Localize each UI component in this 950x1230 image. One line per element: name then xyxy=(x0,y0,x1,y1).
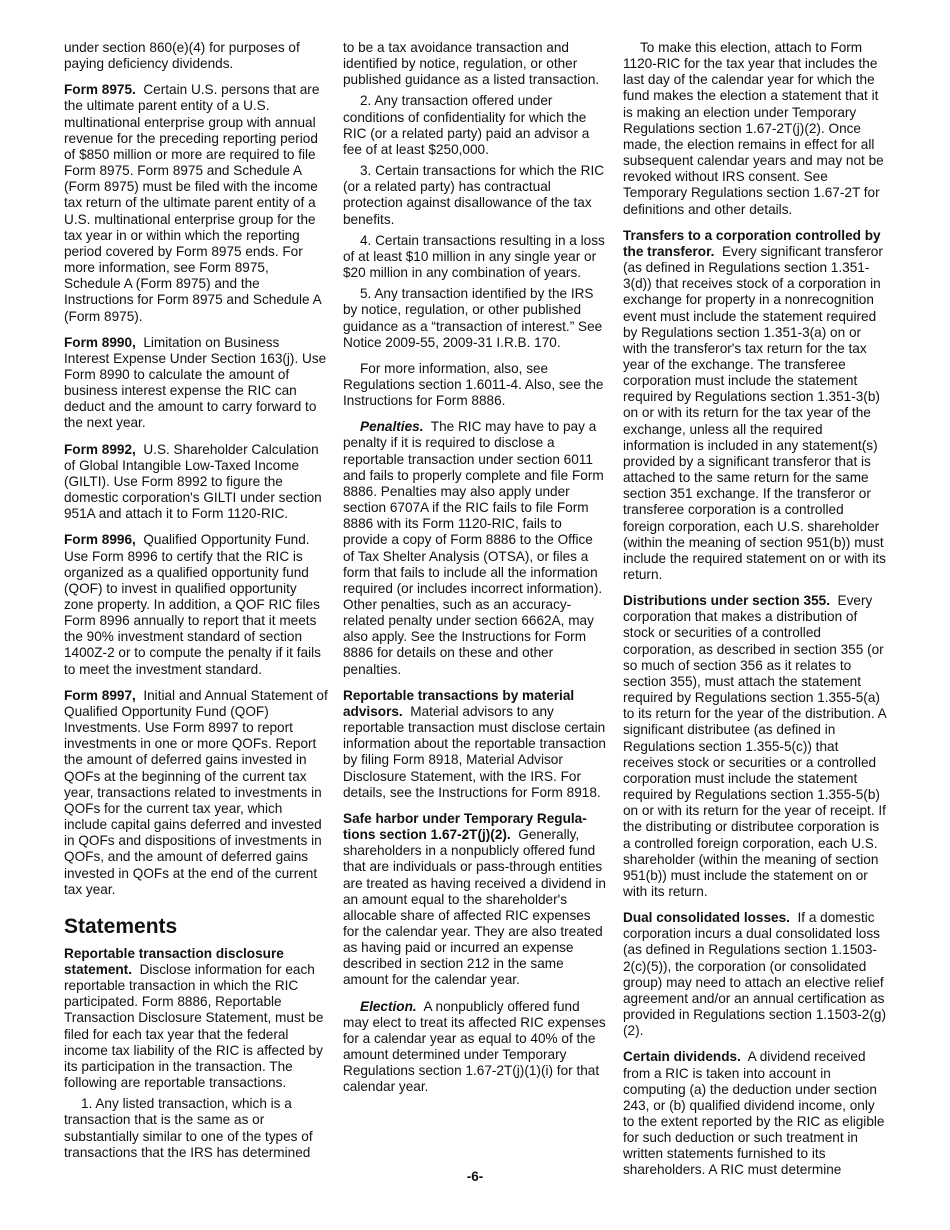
form-8996-heading: Form 8996, xyxy=(64,532,136,548)
paragraph: to be a tax avoidance transaction and identified by notice, regulation, or other published guidance as a listed transaction. xyxy=(343,40,600,88)
list-item-5: 5. Any transaction identified by the IRS by notice, regulation, or other published guidance as a “transaction of interest.” See Notice 2009-55, 2009-31 I.R.B. 170. xyxy=(343,286,603,350)
certain-dividends-paragraph: Certain dividends. A dividend received from a RIC is taken into account in computing (a) the deduction under section 243, or (b) qualified dividend income, only to the extent reported by the RIC as eligible for such deduction or such treatment in written statements furnished to its shareholders. A RIC must determine xyxy=(623,1049,885,1178)
list-item-4: 4. Certain transactions resulting in a loss of at least $10 million in any single year or $20 million in any combination of years. xyxy=(343,232,605,281)
page-number: -6- xyxy=(466,1169,484,1184)
paragraph: under section 860(e)(4) for purposes of paying deficiency dividends. xyxy=(64,40,300,72)
list-item-1: 1. Any listed transaction, which is a transaction that is the same as or substantially similar to one of the types of transactions that the IRS has determined xyxy=(64,1096,313,1160)
material-advisors-paragraph: Reportable transactions by material advisors. Material advisors to any reportable transaction must disclose certain information about the reportable transaction by filing Form 8918, Material Advisor Disclosure Statement, with the IRS. For details, see the Instructions for Form 8918. xyxy=(343,687,606,800)
reportable-transaction-heading: Reportable transaction disclosure statement. xyxy=(64,945,284,977)
form-8990-heading: Form 8990, xyxy=(64,334,136,350)
transfers-paragraph: Transfers to a corporation controlled by the transferor. Every significant transferor (as defined in Regulations section 1.351-3(d)) that receives stock of a corporation in exchange for property in a nonrecognition event must include the statement required by Regulations section 1.351-3(a) on or with the transferor's tax return for the tax year of the exchange. The transferee corporation must include the statement required by Regulations section 1.351-3(b) on or with its return for the tax year of the exchange, unless all the required information is included in any statement(s) provided by a significant transferor that is attached to the same return for the same section 351 exchange. If the transferor or transferee corporation is a controlled foreign corporation, each U.S. shareholder (within the meaning of section 951(b)) must include the required statement on or with its return. xyxy=(623,227,886,582)
reportable-transaction-paragraph: Reportable transaction disclosure statement. Disclose information for each reportable transaction in which the RIC participated. Form 8886, Reportable Transaction Disclosure Statement, must be filed for each tax year that the federal income tax liability of the RIC is affected by its participation in the transaction. The following are reportable transactions. xyxy=(64,945,324,1091)
penalties-paragraph: Penalties. The RIC may have to pay a penalty if it is required to disclose a reportable transaction under section 6011 and fails to properly complete and file Form 8886. Penalties may also apply under section 6707A if the RIC fails to file Form 8886 with its Form 1120-RIC, fails to provide a copy of Form 8886 to the Office of Tax Shelter Analysis (OTSA), or files a form that fails to include all the information required (or includes incorrect information). Other penalties, such as an accuracy-related penalty under section 6662A, may also apply. See the Instructions for Form 8886 for details on these and other penalties. xyxy=(343,419,604,677)
list-item-3: 3. Certain transactions for which the RIC (or a related party) has contractual protection against disallowance of the tax benefits. xyxy=(343,163,605,227)
penalties-heading: Penalties. xyxy=(360,419,424,435)
paragraph: To make this election, attach to Form 1120-RIC for the tax year that includes the last day of the calendar year for which the fund makes the election a statement that it is making an election under Temporary Regulations section 1.67-2T(j)(2). Once made, the election remains in effect for all subsequent calendar years and may not be revoked without IRS consent. See Temporary Regulations section 1.67-2T for definitions and other details. xyxy=(623,40,884,217)
form-8992-paragraph: Form 8992, U.S. Shareholder Calculation of Global Intangible Low-Taxed Income (GILTI). Use Form 8992 to figure the domestic corporation's GILTI under section 951A and attach it to Form 1120-RIC. xyxy=(64,441,322,522)
form-8996-paragraph: Form 8996, Qualified Opportunity Fund. Use Form 8996 to certify that the RIC is organized as a qualified opportunity fund (QOF) to invest in qualified opportunity zone property. In addition, a QOF RIC files Form 8996 annually to report that it meets the 90% investment standard of section 1400Z-2 or to compute the penalty if it fails to meet the investment standard. xyxy=(64,532,321,677)
form-8990-paragraph: Form 8990, Limitation on Business Interest Expense Under Section 163(j). Use Form 8990 to calculate the amount of business interest expense the RIC can deduct and the amount to carry forward to the next year. xyxy=(64,334,327,431)
distributions-paragraph: Distributions under section 355. Every corporation that makes a distribution of stock or securities of a controlled corporation, as described in section 355 (or so much of section 356 as it relates to section 355), must attach the statement required by Regulations section 1.355-5(a) to its return for the year of the distribution. A significant distributee (as defined in Regulations section 1.355-5(c)) that receives stock or securities or a controlled corporation must include the statement required by Regulations section 1.355-5(b) on or with its return for the year of receipt. If the distributing or distributee corporation is a controlled foreign corporation, each U.S. shareholder (within the meaning of section 951(b)) must include the statement on or with its return. xyxy=(623,593,886,899)
form-8992-heading: Form 8992, xyxy=(64,441,136,457)
list-item-2: 2. Any transaction offered under conditions of confidentiality for which the RIC (or a related party) paid an advisor a fee of at least $250,000. xyxy=(343,93,590,157)
transfers-heading: Transfers to a corporation controlled by the transferor. xyxy=(623,227,881,259)
form-8997-heading: Form 8997, xyxy=(64,687,136,703)
dual-losses-heading: Dual consolidated losses. xyxy=(623,910,790,926)
distributions-heading: Distributions under section 355. xyxy=(623,593,830,609)
form-8975-paragraph: Form 8975. Certain U.S. persons that are the ultimate parent entity of a U.S. multinational enterprise group with annual revenue for the preceding reporting period of $850 million or more are required to file Form 8975. Form 8975 and Schedule A (Form 8975) must be filed with the income tax return of the ultimate parent entity of a U.S. multinational enterprise group for the tax year in or within which the reporting period covered by Form 8975 ends. For more information, see Form 8975, Schedule A (Form 8975) and the Instructions for Form 8975 and Schedule A (Form 8975). xyxy=(64,82,321,324)
election-heading: Election. xyxy=(360,998,417,1014)
material-advisors-heading: Reportable transactions by material advisors. xyxy=(343,687,575,719)
safe-harbor-paragraph: Safe harbor under Temporary Regula-tions section 1.67-2T(j)(2). Generally, shareholders in a nonpublicly offered fund that are individuals or pass-through entities are treated as having received a dividend in an amount equal to the shareholder's allocable share of affected RIC expenses for the calendar year. They are also treated as having paid or incurred an expense described in section 212 in the same amount for the calendar year. xyxy=(343,810,606,988)
statements-heading: Statements xyxy=(64,914,178,938)
form-8997-paragraph: Form 8997, Initial and Annual Statement of Qualified Opportunity Fund (QOF) Investments. Use Form 8997 to report investments in one or more QOFs. Report the amount of deferred gains invested in QOFs at the beginning of the current tax year, transactions related to investments in QOFs for the current tax year, which include capital gains deferred and invested in QOFs and dispositions of investments in QOFs, and the amount of deferred gains invested in QOFs at the end of the current tax year. xyxy=(64,687,328,897)
election-paragraph: Election. A nonpublicly offered fund may elect to treat its affected RIC expenses for a calendar year as equal to 40% of the amount determined under Temporary Regulations section 1.67-2T(j)(1)(i) for that calendar year. xyxy=(343,998,606,1095)
more-info-paragraph: For more information, also, see Regulations section 1.6011-4. Also, see the Instructions for Form 8886. xyxy=(343,360,604,409)
column-3 xyxy=(623,40,888,1189)
column-1 xyxy=(64,40,328,1171)
dual-losses-paragraph: Dual consolidated losses. If a domestic corporation incurs a dual consolidated loss (as defined in Regulations section 1.1503-2(c)(5)), the corporation (or consolidated group) may need to attach an elective relief agreement and/or an annual certification as provided in Regulations section 1.1503-2(g)(2). xyxy=(623,910,886,1039)
column-2 xyxy=(343,40,607,1106)
form-8975-heading: Form 8975. xyxy=(64,82,136,98)
safe-harbor-heading: Safe harbor under Temporary Regula-tions section 1.67-2T(j)(2). xyxy=(343,810,587,843)
certain-dividends-heading: Certain dividends. xyxy=(623,1049,741,1065)
